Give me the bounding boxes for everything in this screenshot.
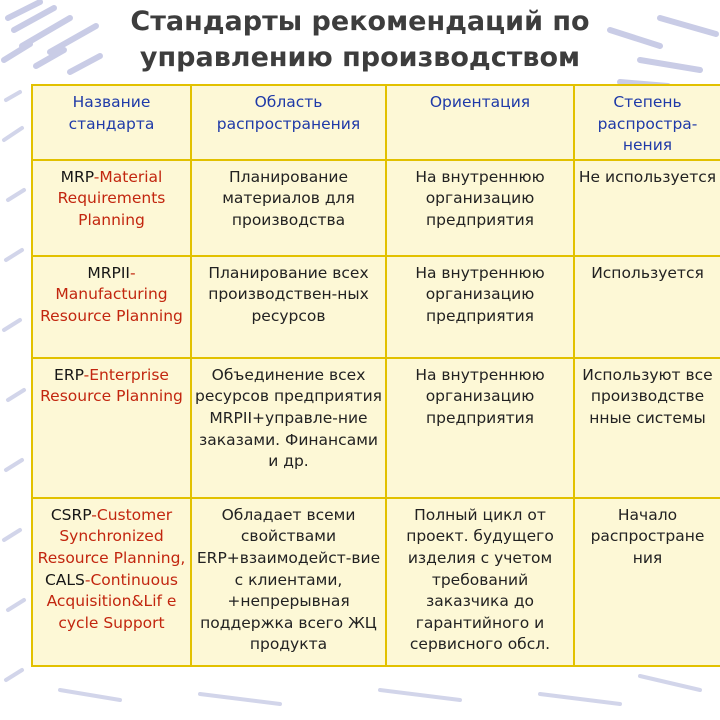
standard-abbr-2: CALS — [44, 570, 85, 589]
table-row — [32, 160, 720, 256]
degree-cell: Используют все производстве нные системы — [574, 358, 720, 498]
orientation-cell: На внутреннюю организацию предприятия — [386, 160, 574, 256]
standard-separator: - — [130, 263, 136, 282]
table-row — [32, 358, 720, 498]
standard-abbr: MRP — [60, 167, 94, 186]
standard-full-name: Material Requirements Planning — [57, 167, 166, 229]
standard-separator: - — [91, 505, 97, 524]
page-title — [0, 4, 720, 76]
standard-name-cell — [32, 160, 191, 256]
standard-abbr: MRPII — [87, 263, 131, 282]
standard-name-cell — [32, 358, 191, 498]
header-degree: Степень распростра-нения — [574, 85, 720, 160]
title-line-2: управлению производством — [139, 42, 581, 73]
area-cell: Планирование всех производствен-ных ресурсов — [191, 256, 386, 358]
standard-full-name: Enterprise Resource Planning — [40, 365, 183, 406]
title-line-1: Стандарты рекомендаций по — [130, 6, 590, 37]
orientation-cell: На внутреннюю организацию предприятия — [386, 358, 574, 498]
standard-full-name: Manufacturing Resource Planning — [40, 285, 183, 325]
standard-separator: - — [93, 167, 100, 186]
standard-abbr: CSRP — [50, 505, 92, 524]
degree-cell: Используется — [574, 256, 720, 358]
orientation-cell: Полный цикл от проект. будущего изделия с учетом требований заказчика до гарантийного и сервисного обсл. — [386, 498, 574, 666]
standard-full-name: Customer Synchronized Resource Planning, — [37, 505, 186, 567]
area-cell: Объединение всех ресурсов предприятия MRPII+управле-ние заказами. Финансами и др. — [191, 358, 386, 498]
standard-full-name-2: Continuous Acquisition&Lif e cycle Support — [46, 570, 179, 632]
table-row — [32, 256, 720, 358]
header-standard-name: Название стандарта — [32, 85, 191, 160]
standard-abbr: ERP — [54, 365, 84, 384]
table-row — [32, 498, 720, 666]
standard-separator: - — [83, 365, 90, 384]
header-area: Область распространения — [191, 85, 386, 160]
standards-table — [31, 84, 720, 667]
degree-cell: Не используется — [574, 160, 720, 256]
area-cell: Планирование материалов для производства — [191, 160, 386, 256]
orientation-cell: На внутреннюю организацию предприятия — [386, 256, 574, 358]
table-header-row — [32, 85, 720, 160]
standard-separator-2: - — [84, 570, 91, 589]
standard-name-cell — [32, 498, 191, 666]
area-cell: Обладает всеми свойствами ERP+взаимодейст-вие с клиентами, +непрерывная поддержка всего ЖЦ продукта — [191, 498, 386, 666]
degree-cell: Начало распростране ния — [574, 498, 720, 666]
header-orientation: Ориентация — [386, 85, 574, 160]
standard-name-cell — [32, 256, 191, 358]
